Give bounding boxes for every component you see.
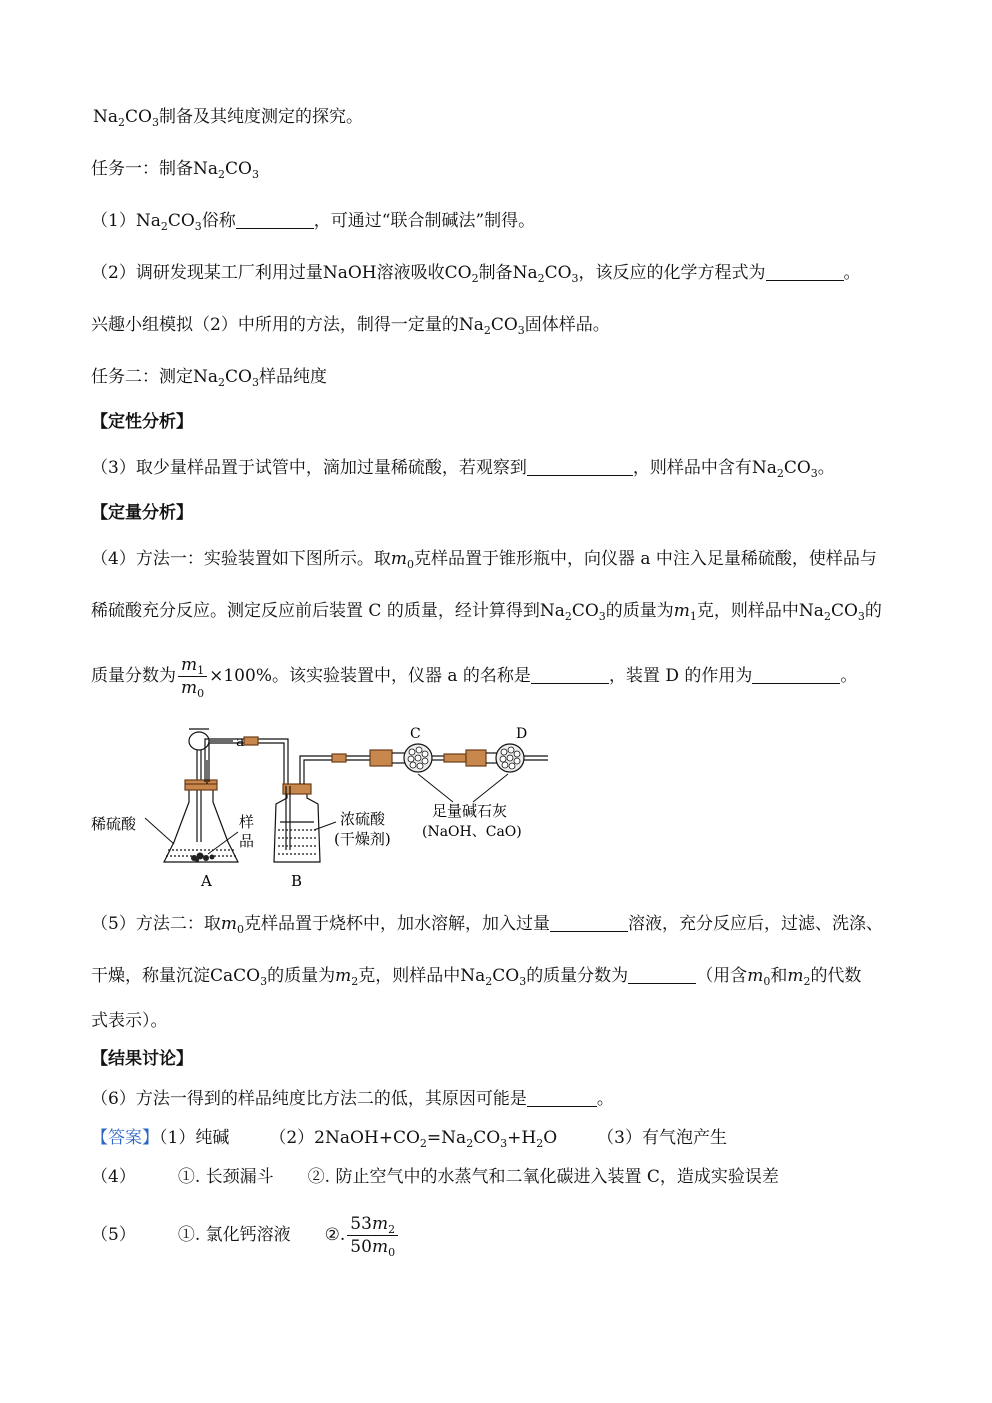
formula-part: Na bbox=[135, 211, 161, 231]
var-m: m bbox=[390, 549, 407, 569]
formula-part: CO bbox=[167, 211, 195, 231]
question-text: 方法一得到的样品纯度比方法二的低，其原因可能是 bbox=[135, 1089, 527, 1109]
task1-heading bbox=[91, 157, 259, 181]
question-number: （3） bbox=[91, 458, 136, 478]
subscript: 0 bbox=[236, 923, 244, 936]
subscript: 2 bbox=[471, 272, 479, 285]
question-text: 克，则样品中 bbox=[696, 601, 799, 621]
question-text: 俗称 bbox=[201, 211, 236, 231]
question-text: 溶液，充分反应后，过滤、洗涤、 bbox=[627, 914, 883, 934]
subscript: 3 bbox=[251, 376, 259, 389]
question-text: 溶液吸收 bbox=[376, 263, 445, 283]
subscript: 0 bbox=[406, 558, 414, 571]
subscript: 3 bbox=[810, 467, 818, 480]
question-number: （6） bbox=[91, 1089, 136, 1109]
section-qualitative: 【定性分析】 bbox=[91, 412, 193, 432]
subscript: 2 bbox=[483, 324, 491, 337]
question-text: 。该实验装置中，仪器 a 的名称是 bbox=[271, 666, 531, 686]
var-m: m bbox=[371, 1237, 389, 1257]
answer-blank[interactable] bbox=[236, 212, 314, 229]
answer-3: （3）有气泡产生 bbox=[597, 1128, 727, 1148]
subscript: 3 bbox=[500, 1137, 508, 1150]
question-text: 调研发现某工厂利用过量 bbox=[135, 263, 323, 283]
answer-4-2: ②. 防止空气中的水蒸气和二氧化碳进入装置 C，造成实验误差 bbox=[307, 1167, 779, 1187]
subscript: 3 bbox=[517, 324, 525, 337]
answer-blank[interactable] bbox=[527, 459, 633, 476]
question-number: （5） bbox=[91, 914, 136, 934]
question-text: 的质量为 bbox=[605, 601, 674, 621]
question-5-line-1 bbox=[91, 912, 883, 936]
leader-acid bbox=[145, 818, 174, 844]
subscript: 2 bbox=[485, 975, 493, 988]
question-text: 方法一：实验装置如下图所示。取 bbox=[135, 549, 391, 569]
answer-label: 【答案】 bbox=[91, 1128, 159, 1148]
formula-part: CO bbox=[830, 601, 858, 621]
section-quantitative: 【定量分析】 bbox=[91, 503, 193, 523]
formula-naoh: NaOH bbox=[322, 263, 377, 283]
subscript: 2 bbox=[803, 975, 811, 988]
label-desiccant: (干燥剂) bbox=[334, 830, 391, 848]
formula-part: CO bbox=[783, 458, 811, 478]
eq-part: O bbox=[543, 1128, 558, 1148]
answer-5-2-label: ②. bbox=[324, 1225, 346, 1245]
simulation-line bbox=[91, 313, 610, 337]
question-text: 克样品置于烧杯中，加水溶解，加入过量 bbox=[243, 914, 550, 934]
subscript: 2 bbox=[218, 168, 226, 181]
question-text: 。 bbox=[596, 1089, 614, 1109]
subscript: 2 bbox=[218, 376, 226, 389]
formula-part: Na bbox=[193, 367, 219, 387]
label-conc-acid: 浓硫酸 bbox=[340, 810, 386, 828]
subscript: 2 bbox=[776, 467, 784, 480]
label-d: D bbox=[516, 726, 528, 742]
formula-part: CO bbox=[225, 367, 252, 387]
leader-lime-c bbox=[418, 774, 453, 802]
answer-number: （4） bbox=[91, 1167, 136, 1187]
eq-part: +H bbox=[507, 1128, 537, 1148]
question-text: 。 bbox=[817, 458, 835, 478]
task2-title: 任务二：测定 bbox=[91, 367, 193, 387]
label-dilute-acid: 稀硫酸 bbox=[91, 815, 137, 833]
subscript: 0 bbox=[763, 975, 771, 988]
question-text: 的代数 bbox=[810, 966, 862, 986]
answer-fraction bbox=[347, 1214, 398, 1257]
formula-caco3: CaCO bbox=[210, 966, 261, 986]
question-5-line-3: 式表示）。 bbox=[91, 1011, 168, 1031]
answer-line-1 bbox=[91, 1126, 727, 1150]
question-6 bbox=[91, 1087, 614, 1111]
var-m: m bbox=[787, 966, 804, 986]
formula-part: Na bbox=[539, 601, 565, 621]
question-4-line-2 bbox=[91, 599, 882, 623]
answer-blank[interactable] bbox=[531, 667, 609, 684]
question-text: 。 bbox=[843, 263, 861, 283]
numerator-coef: 53 bbox=[350, 1214, 372, 1234]
answer-line-4 bbox=[91, 1165, 779, 1189]
answer-blank[interactable] bbox=[766, 264, 844, 281]
sample-solids bbox=[191, 853, 215, 863]
answer-blank[interactable] bbox=[752, 667, 840, 684]
question-text: ，该反应的化学方程式为 bbox=[578, 263, 766, 283]
var-m: m bbox=[673, 601, 690, 621]
task2-title: 样品纯度 bbox=[258, 367, 327, 387]
label-sample-2: 品 bbox=[239, 832, 255, 850]
var-m: m bbox=[181, 655, 198, 675]
question-text: 取少量样品置于试管中，滴加过量稀硫酸，若观察到 bbox=[135, 458, 527, 478]
subscript: 3 bbox=[251, 168, 259, 181]
formula-part: CO bbox=[571, 601, 599, 621]
label-sample-1: 样 bbox=[239, 813, 255, 831]
question-4-line-1 bbox=[91, 547, 877, 571]
subscript: 2 bbox=[536, 1137, 544, 1150]
mass-fraction bbox=[178, 655, 207, 698]
bottle-b bbox=[274, 784, 320, 862]
body-text: 固体样品。 bbox=[524, 315, 610, 335]
leader-conc bbox=[314, 822, 336, 830]
var-m: m bbox=[371, 1214, 389, 1234]
subscript: 2 bbox=[466, 1137, 474, 1150]
question-text: 制备 bbox=[478, 263, 513, 283]
subscript: 3 bbox=[519, 975, 527, 988]
subscript: 2 bbox=[388, 1223, 396, 1236]
subscript: 3 bbox=[151, 116, 159, 129]
formula-part: Na bbox=[193, 159, 219, 179]
question-number: （2） bbox=[91, 263, 136, 283]
formula-co2: CO bbox=[444, 263, 472, 283]
question-text: 克，则样品中 bbox=[358, 966, 461, 986]
subscript: 2 bbox=[118, 116, 126, 129]
subscript: 3 bbox=[571, 272, 579, 285]
question-text: 。 bbox=[840, 666, 858, 686]
var-m: m bbox=[181, 678, 198, 698]
question-text: 方法二：取 bbox=[135, 914, 221, 934]
question-text: ，可通过“联合制碱法”制得。 bbox=[313, 211, 536, 231]
question-text: ，装置 D 的作用为 bbox=[608, 666, 753, 686]
formula-na2co3: Na bbox=[93, 107, 119, 127]
question-text: 和 bbox=[770, 966, 788, 986]
task1-title: 任务一：制备 bbox=[91, 159, 193, 179]
section-discussion: 【结果讨论】 bbox=[91, 1049, 193, 1069]
subscript: 2 bbox=[351, 975, 359, 988]
question-text: ，则样品中含有 bbox=[632, 458, 752, 478]
subscript: 2 bbox=[564, 610, 572, 623]
subscript: 3 bbox=[194, 220, 202, 233]
question-number: （4） bbox=[91, 549, 136, 569]
subscript: 2 bbox=[537, 272, 545, 285]
leader-sample bbox=[208, 832, 238, 854]
percent-text: ×100% bbox=[209, 666, 272, 686]
formula-part: Na bbox=[460, 966, 486, 986]
label-A: A bbox=[201, 872, 212, 890]
answer-4-1: ①. 长颈漏斗 bbox=[177, 1167, 274, 1187]
subscript: 1 bbox=[197, 664, 205, 677]
var-m: m bbox=[747, 966, 764, 986]
tube-b-c bbox=[300, 754, 374, 784]
body-text: 兴趣小组模拟（2）中所用的方法，制得一定量的 bbox=[91, 315, 459, 335]
question-number: （1） bbox=[91, 211, 136, 231]
label-soda-lime-comp: (NaOH、CaO) bbox=[422, 824, 522, 840]
question-text: 稀硫酸充分反应。测定反应前后装置 C 的质量，经计算得到 bbox=[91, 601, 540, 621]
question-5-line-2 bbox=[91, 964, 861, 988]
formula-part: CO bbox=[225, 159, 252, 179]
question-text: 的 bbox=[864, 601, 882, 621]
answer-line-5 bbox=[91, 1211, 400, 1259]
formula-part: CO bbox=[125, 107, 152, 127]
subscript: 0 bbox=[388, 1246, 396, 1259]
label-c: C bbox=[410, 726, 421, 742]
subscript: 0 bbox=[197, 687, 205, 700]
formula-part: Na bbox=[798, 601, 824, 621]
subscript: 3 bbox=[598, 610, 606, 623]
var-m: m bbox=[220, 914, 237, 934]
tube-a-b bbox=[205, 737, 288, 784]
answer-1: （1）纯碱 bbox=[159, 1128, 230, 1148]
subscript: 2 bbox=[419, 1137, 427, 1150]
intro-line bbox=[93, 105, 363, 129]
question-4-line-3 bbox=[91, 652, 857, 700]
denominator-coef: 50 bbox=[350, 1237, 372, 1257]
task2-heading bbox=[91, 365, 327, 389]
answer-5-1: ①. 氯化钙溶液 bbox=[177, 1225, 291, 1245]
intro-text: 制备及其纯度测定的探究。 bbox=[158, 107, 363, 127]
question-text: 干燥，称量沉淀 bbox=[91, 966, 210, 986]
formula-part: Na bbox=[512, 263, 538, 283]
question-text: 克样品置于锥形瓶中，向仪器 a 中注入足量稀硫酸，使样品与 bbox=[413, 549, 877, 569]
answer-blank[interactable] bbox=[628, 967, 696, 984]
formula-part: CO bbox=[544, 263, 572, 283]
question-text: 的质量分数为 bbox=[526, 966, 629, 986]
answer-number: （5） bbox=[91, 1225, 136, 1245]
formula-part: Na bbox=[751, 458, 777, 478]
apparatus-diagram bbox=[88, 722, 558, 892]
subscript: 2 bbox=[823, 610, 831, 623]
subscript: 1 bbox=[689, 610, 697, 623]
question-3 bbox=[91, 456, 835, 480]
question-2 bbox=[91, 261, 861, 285]
question-text: （用含 bbox=[696, 966, 748, 986]
subscript: 3 bbox=[857, 610, 865, 623]
formula-part: CO bbox=[492, 966, 520, 986]
formula-part: CO bbox=[490, 315, 518, 335]
label-soda-lime: 足量碱石灰 bbox=[432, 802, 508, 820]
eq-part: CO bbox=[473, 1128, 501, 1148]
eq-part: （2）2NaOH+CO bbox=[269, 1128, 420, 1148]
question-text: 质量分数为 bbox=[91, 666, 176, 686]
answer-blank[interactable] bbox=[550, 915, 628, 932]
question-text: 的质量为 bbox=[267, 966, 336, 986]
question-1 bbox=[91, 209, 535, 233]
leader-lime-d bbox=[473, 774, 508, 802]
subscript: 2 bbox=[160, 220, 168, 233]
answer-2 bbox=[269, 1128, 557, 1148]
formula-part: Na bbox=[458, 315, 484, 335]
subscript: 3 bbox=[260, 975, 268, 988]
var-m: m bbox=[335, 966, 352, 986]
label-B: B bbox=[291, 872, 303, 890]
label-a: a bbox=[236, 734, 245, 750]
answer-blank[interactable] bbox=[527, 1090, 597, 1107]
eq-part: =Na bbox=[426, 1128, 467, 1148]
